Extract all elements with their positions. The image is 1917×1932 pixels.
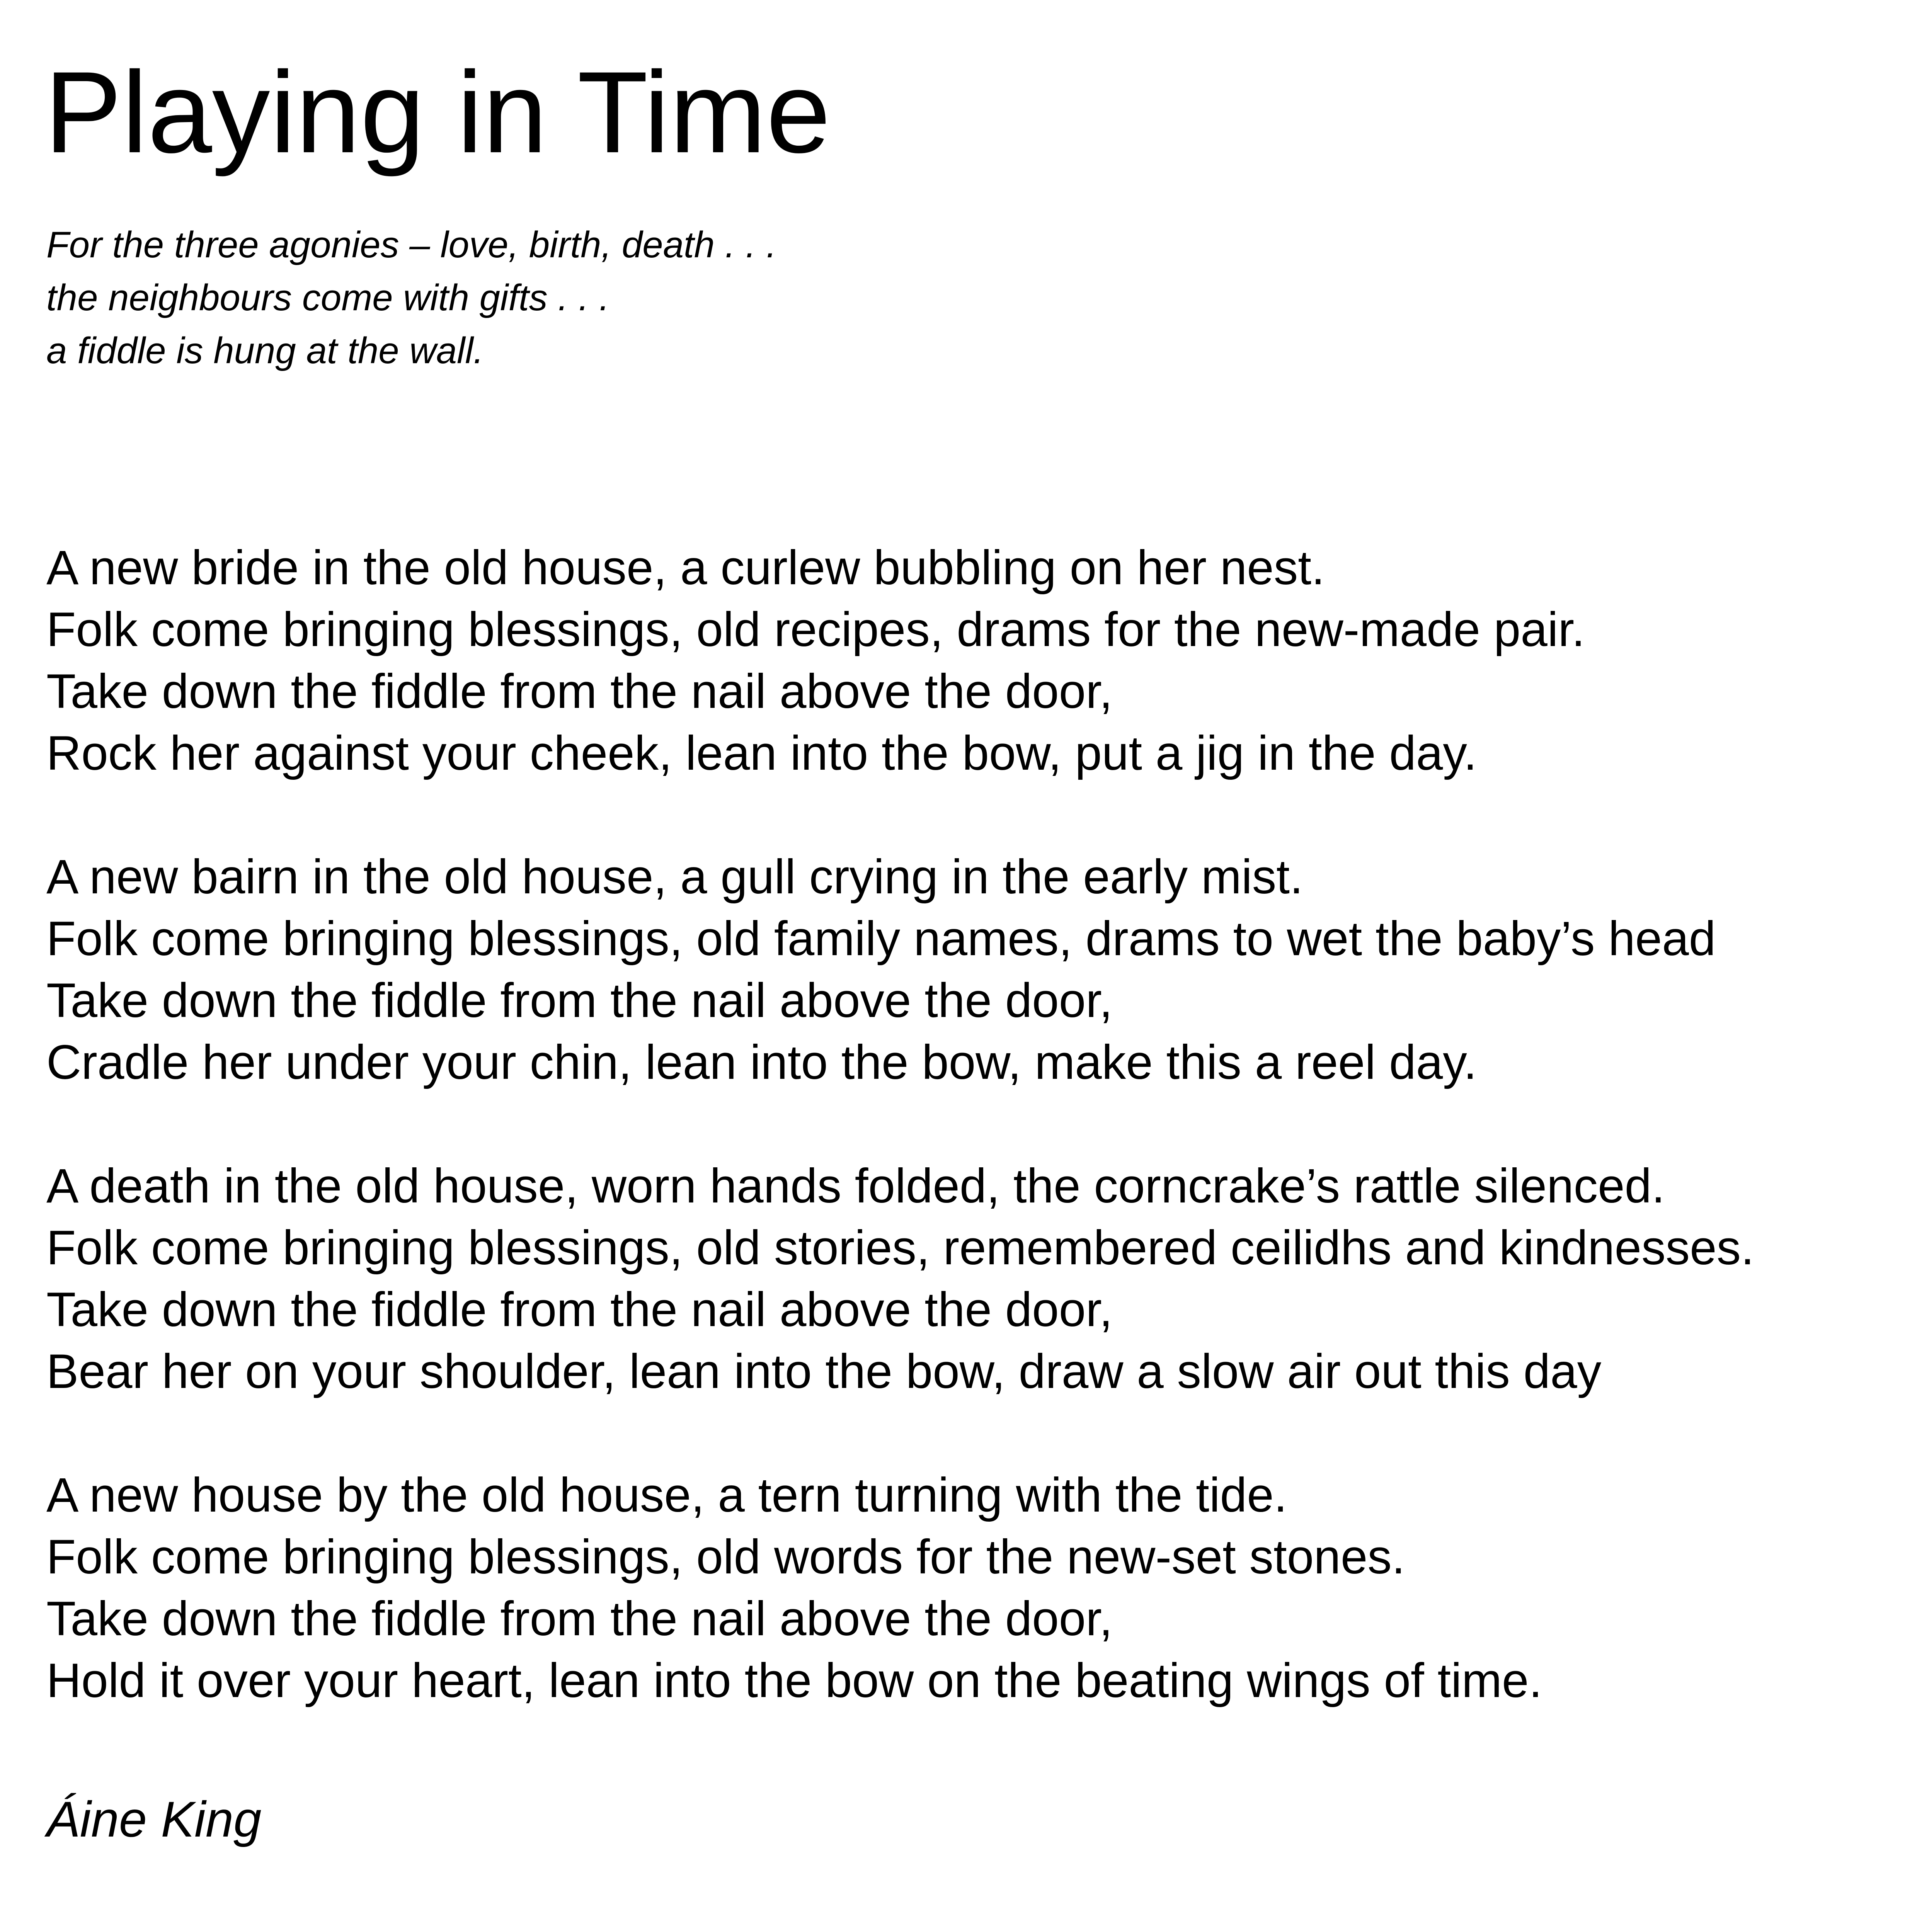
poem-line: A new bride in the old house, a curlew bubbling on her nest. bbox=[46, 541, 1325, 595]
poem-line: Folk come bringing blessings, old recipes, drams for the new-made pair. bbox=[46, 603, 1585, 656]
poem-line: Cradle her under your chin, lean into the bow, make this a reel day. bbox=[46, 1036, 1477, 1089]
epigraph bbox=[46, 218, 776, 377]
poem-line: Hold it over your heart, lean into the bow on the beating wings of time. bbox=[46, 1654, 1542, 1708]
poem-title: Playing in Time bbox=[44, 47, 831, 177]
stanza-1 bbox=[46, 537, 1754, 784]
poem-line: Take down the fiddle from the nail above the door, bbox=[46, 665, 1113, 718]
epigraph-line: a fiddle is hung at the wall. bbox=[46, 330, 484, 371]
poem-line: A death in the old house, worn hands folded, the corncrake’s rattle silenced. bbox=[46, 1159, 1665, 1213]
poem-line: Folk come bringing blessings, old words for the new-set stones. bbox=[46, 1530, 1405, 1584]
author-name: Áine King bbox=[46, 1791, 262, 1847]
poem-line: Folk come bringing blessings, old stories, remembered ceilidhs and kindnesses. bbox=[46, 1221, 1754, 1275]
poem-line: Rock her against your cheek, lean into the bow, put a jig in the day. bbox=[46, 726, 1477, 780]
stanza-4 bbox=[46, 1464, 1754, 1712]
poem-line: Bear her on your shoulder, lean into the bow, draw a slow air out this day bbox=[46, 1345, 1602, 1398]
poem-line: Take down the fiddle from the nail above the door, bbox=[46, 974, 1113, 1027]
poem-line: A new bairn in the old house, a gull crying in the early mist. bbox=[46, 850, 1303, 904]
stanza-2 bbox=[46, 846, 1754, 1094]
epigraph-line: the neighbours come with gifts . . . bbox=[46, 277, 609, 318]
stanza-3 bbox=[46, 1155, 1754, 1403]
poem-line: Folk come bringing blessings, old family names, drams to wet the baby’s head bbox=[46, 912, 1716, 966]
poem-line: A new house by the old house, a tern turning with the tide. bbox=[46, 1468, 1287, 1522]
epigraph-line: For the three agonies – love, birth, death . . . bbox=[46, 224, 777, 265]
poem-line: Take down the fiddle from the nail above the door, bbox=[46, 1283, 1113, 1337]
poem-line: Take down the fiddle from the nail above the door, bbox=[46, 1592, 1113, 1646]
poem-body bbox=[46, 537, 1754, 1712]
